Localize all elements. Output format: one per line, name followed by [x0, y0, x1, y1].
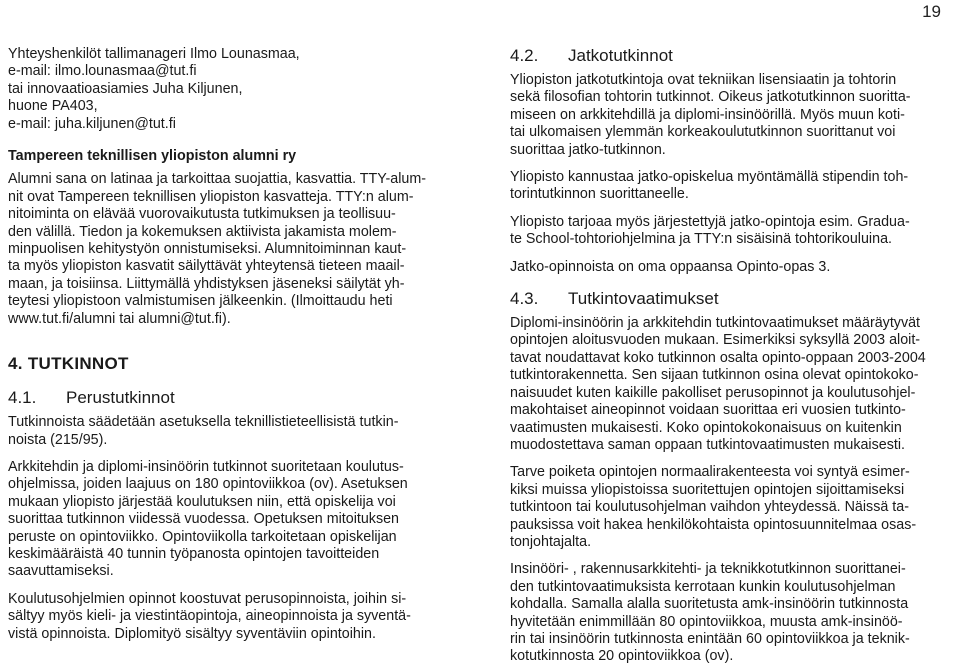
- paragraph: Yliopiston jatkotutkintoja ovat tekniikan lisensiaatin ja tohtorin sekä filosofian tohtorin tutkinnot. Oikeus jatkotutkinnon suoritta- miseen on arkkitehdillä ja diplomi-insinöörillä. Myös muun koti- tai ulkomaisen ylemmän korkeakoulututkinnon suorittanut voi suorittaa jatko-tutkinnon.: [510, 72, 911, 158]
- chapter-heading: [8, 354, 450, 374]
- paragraph: Diplomi-insinöörin ja arkkitehdin tutkintovaatimukset määräytyvät opintojen aloitusvuoden mukaan. Esimerkiksi syksyllä 2003 aloit- tavat noudattavat koko tutkinnon osalta opinto-oppaan 2003-2004 tutkintorakennetta. Sen sijaan tutkinnon osina olevat opintokoko- naisuudet kuten kaikille pakolliset perusopinnot ja koulutusohjel- makohtaiset aineopinnot voidaan suorittaa eri vuosien tutkinto- vaatimusten mukaisesti. Koko opintokokonaisuus on kuitenkin muodostettava saman oppaan tutkintovaatimusten mukaisesti.: [510, 315, 926, 453]
- section-heading: [510, 46, 952, 66]
- section-heading: [510, 289, 952, 309]
- section-4-2: [510, 46, 952, 276]
- page-number: 19: [922, 2, 941, 21]
- paragraph: Yliopisto kannustaa jatko-opiskelua myöntämällä stipendin toh- torintutkinnon suorittaneelle.: [510, 169, 909, 203]
- paragraph: Tarve poiketa opintojen normaalirakenteesta voi syntyä esimer- kiksi muissa yliopistoissa suoritettujen opintojen sijoittamiseksi tutkintoon tai koulutusohjelman vaihdon yhteydessä. Näissä ta- pauksissa voit hakea henkilökohtaista opintosuunnitelmaa osas- tonjohtajalta.: [510, 464, 917, 550]
- section-heading: [8, 388, 450, 408]
- section-title: Jatkotutkinnot: [568, 46, 673, 65]
- section-number: 4.2.: [510, 46, 539, 65]
- chapter-title: TUTKINNOT: [27, 354, 129, 374]
- section-4-1: [8, 388, 450, 643]
- chapter-number: 4.: [8, 354, 23, 374]
- paragraph: Jatko-opinnoista on oma oppaansa Opinto-opas 3.: [510, 258, 831, 275]
- contact-info: Yhteyshenkilöt tallimanageri Ilmo Lounasmaa, e-mail: ilmo.lounasmaa@tut.fi tai innovaatioasiamies Juha Kiljunen, huone PA403, e-mail: juha.kiljunen@tut.fi: [8, 46, 300, 132]
- paragraph: Yliopisto tarjoaa myös järjestettyjä jatko-opintoja esim. Gradua- te School-tohtoriohjelmina ja TTY:n sisäisinä tohtorikouluina.: [510, 213, 910, 248]
- right-column: [510, 46, 952, 666]
- section-title: Tutkintovaatimukset: [568, 289, 719, 309]
- paragraph: Arkkitehdin ja diplomi-insinöörin tutkinnot suoritetaan koulutus- ohjelmissa, joiden laajuus on 180 opintoviikkoa (ov). Asetuksen mukaan yliopisto järjestää koulutuksen niin, että opiskelija voi suorittaa tutkinnon viidessä vuodessa. Opetuksen mitoituksen peruste on opintoviikko. Opintoviikolla tarkoitetaan opiskelijan keskimääräistä 40 tunnin työpanosta opintojen tavoitteiden saavuttamiseksi.: [8, 458, 408, 580]
- paragraph: Koulutusohjelmien opinnot koostuvat perusopinnoista, joihin si- sältyy myös kieli- ja viestintäopintoja, aineopinnoista ja syventä- vistä opinnoista. Diplomityö sisältyy syventäviin opintoihin.: [8, 590, 411, 642]
- left-column: [8, 46, 450, 643]
- alumni-text: Alumni sana on latinaa ja tarkoittaa suojattia, kasvattia. TTY-alum- nit ovat Tampereen teknillisen yliopiston kasvatteja. TTY:n alum- nitoiminta on elävää vuorovaikutusta tutkimuksen ja teollisuu- den välillä. Tiedon ja kokemuksen aktiivista jakamista molem- minpuolisen kehitystyön onnistumiseksi. Alumnitoiminnan kaut- ta myös yliopiston kasvatit säilyttävät yhteytensä tieteen maail- maan, ja toisiinsa. Liittymällä yhdistyksen jäseneksi säilytät yh- teytesi yliopistoon valmistumisen jälkeenkin. (Ilmoittaudu heti www.tut.fi/alumni tai alumni@tut.fi).: [8, 171, 427, 327]
- paragraph: Insinööri- , rakennusarkkitehti- ja teknikkotutkinnon suorittanei- den tutkintovaatimuksista kerrotaan kunkin koulutusohjelman kohdalla. Samalla alalla suoritetusta amk-insinöörin tutkinnosta hyvitetään enimmillään 80 opintoviikkoa, muusta amk-insinöö- rin tai insinöörin tutkinnosta enintään 60 opintoviikkoa ja teknik- kotutkinnosta 20 opintoviikkoa (ov).: [510, 561, 910, 665]
- section-4-3: [510, 289, 952, 666]
- section-title: Perustutkinnot: [66, 388, 175, 408]
- section-number: 4.3.: [510, 289, 539, 309]
- alumni-heading: Tampereen teknillisen yliopiston alumni ry: [8, 148, 297, 165]
- paragraph: Tutkinnoista säädetään asetuksella teknillistieteellisistä tutkin- noista (215/95).: [8, 414, 399, 448]
- section-number: 4.1.: [8, 388, 37, 408]
